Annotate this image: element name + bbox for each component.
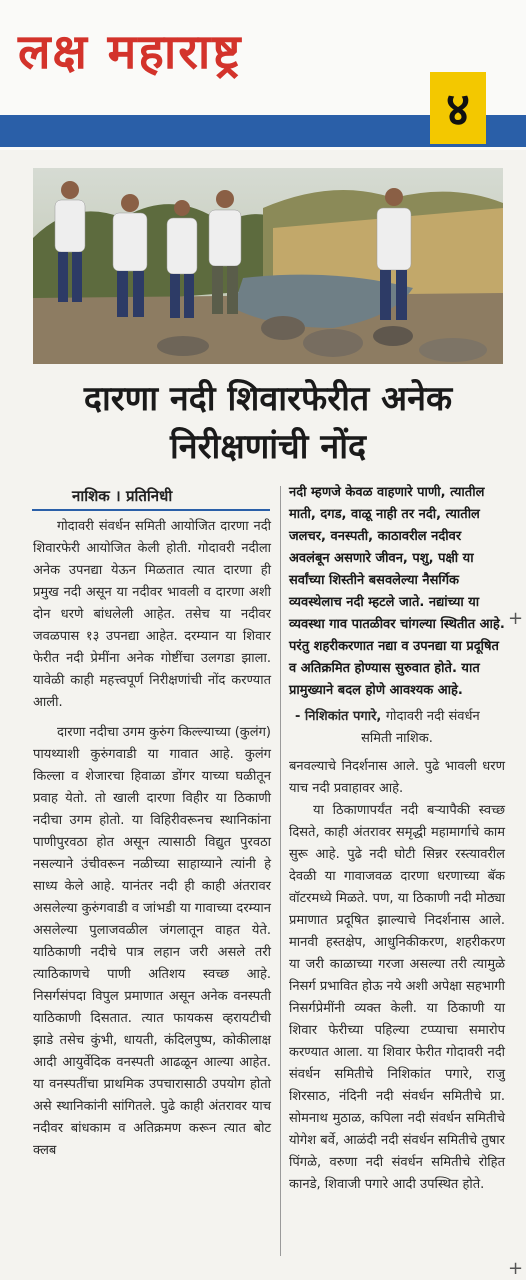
paragraph: दारणा नदीचा उगम कुरुंग किल्ल्याच्या (कुलंग) पायथ्याशी कुरुंगवाडी या गावात आहे. कुलंग किल्ला व शेजारचा हिवाळा डोंगर याच्या घळीतून प्रवाह येतो. तो खाली दारणा विहीर या ठिकाणी नदीचा उगम होतो. या विहिरीवरूनच स्थानिकांना पाणीपुरवठा होत असून त्यासाठी विद्युत पुरवठा नसल्याने उंचीवरून नळीच्या साहाय्याने त्यांनी हे साध्य केले आहे. यानंतर नदी ही काही अंतरावर असलेल्या कुरुंगवाडी व जांभडी या गावाच्या दरम्यान असलेल्या पुलाजवळील जंगलातून वाहत येते. याठिकाणी नदीचे पात्र लहान जरी असले तरी त्याठिकाणचे पाणी अतिशय स्वच्छ आहे. निसर्गसंपदा विपुल प्रमाणात असून अनेक वनस्पती याठिकाणी दिसतात. त्यात फायकस व्हरायटीची झाडे तसेच कुंभी, धायती, कंदिलपुष्प, कोकीलाक्ष आदी आयुर्वेदिक वनस्पती आढळून आल्या आहेत. या वनस्पतींचा प्राथमिक उपचारासाठी उपयोग होतो असे स्थानिकांनी सांगितले. पुढे काही अंतरावर याच नदीवर बांधकाम व अतिक्रमण करून त्यात बोट क्लब [33, 725, 271, 1158]
quote-author-name: - निशिकांत पगारे, [295, 709, 382, 724]
right-column [289, 482, 505, 1196]
column-divider [280, 486, 281, 1256]
quote-author-org-2: समिती नाशिक. [361, 731, 433, 746]
headline [33, 375, 503, 471]
paragraph: या ठिकाणापर्यंत नदी बऱ्यापैकी स्वच्छ दिसते, काही अंतरावर समृद्धी महामार्गाचे काम सुरू आहे. पुढे नदी घोटी सिन्नर रस्त्यावरील देवळी या गावाजवळ दारणा धरणाच्या बॅक वॉटरमध्ये मिळते. पण, या ठिकाणी नदी मोठ्या प्रमाणात प्रदूषित झाल्याचे निदर्शनास आले. मानवी हस्तक्षेप, आधुनिकीकरण, शहरीकरण या जरी काळाच्या गरजा असल्या तरी त्यामुळे निसर्ग प्रभावित होऊ नये अशी अपेक्षा सहभागी निसर्गप्रेमींनी व्यक्त केली. या ठिकाणी या शिवार फेरीच्या पहिल्या टप्प्याचा समारोप करण्यात आला. या शिवार फेरीत गोदावरी नदी संवर्धन समितीचे निशिकांत पगारे, राजु शिरसाठ, नंदिनी नदी संवर्धन समितीचे प्रा. सोमनाथ मुठाळ, कपिला नदी संवर्धन समितीचे योगेश बर्वे, आळंदी नदी संवर्धन समितीचे तुषार पिंगळे, वरुणा नदी संवर्धन समितीचे रोहित कानडे, शिवाजी पगारे आदी उपस्थित होते. [289, 803, 505, 1192]
paragraph: बनवल्याचे निदर्शनास आले. पुढे भावली धरण याच नदी प्रवाहावर आहे. [289, 759, 505, 796]
byline-rule [32, 509, 270, 511]
left-column [33, 516, 271, 1162]
quote-author-org-1: गोदावरी नदी संवर्धन [385, 709, 480, 724]
headline-line-2: निरीक्षणांची नोंद [169, 427, 367, 467]
masthead [0, 0, 526, 150]
photo-illustration [33, 168, 503, 364]
right-body [289, 756, 505, 1196]
paragraph: गोदावरी संवर्धन समिती आयोजित दारणा नदी शिवारफेरी आयोजित केली होती. गोदावरी नदीला अनेक उपनद्या येऊन मिळतात त्यात दारणा ही प्रमुख नदी असून या नदीवर भावली व दारणा अशी दोन धरणे बांधलेली आहेत. तसेच या नदीवर जवळपास १३ उपनद्या आहेत. दरम्यान या शिवार फेरीत नदी प्रेमींना अनेक गोष्टींचा उलगडा झाला. यावेळी काही महत्त्वपूर्ण निरीक्षणांची नोंद करण्यात आली. [33, 519, 271, 710]
quote-author [289, 706, 505, 728]
headline-line-1: दारणा नदी शिवारफेरीत अनेक [83, 379, 453, 419]
byline: नाशिक । प्रतिनिधी [72, 487, 173, 505]
page-number-badge: ४ [430, 72, 486, 144]
paper-name: लक्ष महाराष्ट्र [18, 24, 243, 80]
crosshair-plus-icon: + [508, 608, 524, 629]
pull-quote: नदी म्हणजे केवळ वाहणारे पाणी, त्यातील माती, दगड, वाळू नाही तर नदी, त्यातील जलचर, वनस्पती, काठावरील नदीवर अवलंबून असणारे जीवन, पशु, पक्षी या सर्वांच्या शिस्तीने बसवलेल्या नैसर्गिक व्यवस्थेलाच नदी म्हटले जाते. नद्यांच्या या व्यवस्था गाव पातळीवर चांगल्या स्थितीत आहे. परंतु शहरीकरणात नद्या व उपनद्या या प्रदूषित व अतिक्रमित होण्यास सुरुवात होते. यात प्रामुख्याने बदल होणे आवश्यक आहे. [289, 485, 505, 698]
crosshair-plus-icon: + [508, 1258, 524, 1279]
article-photo [33, 168, 503, 364]
